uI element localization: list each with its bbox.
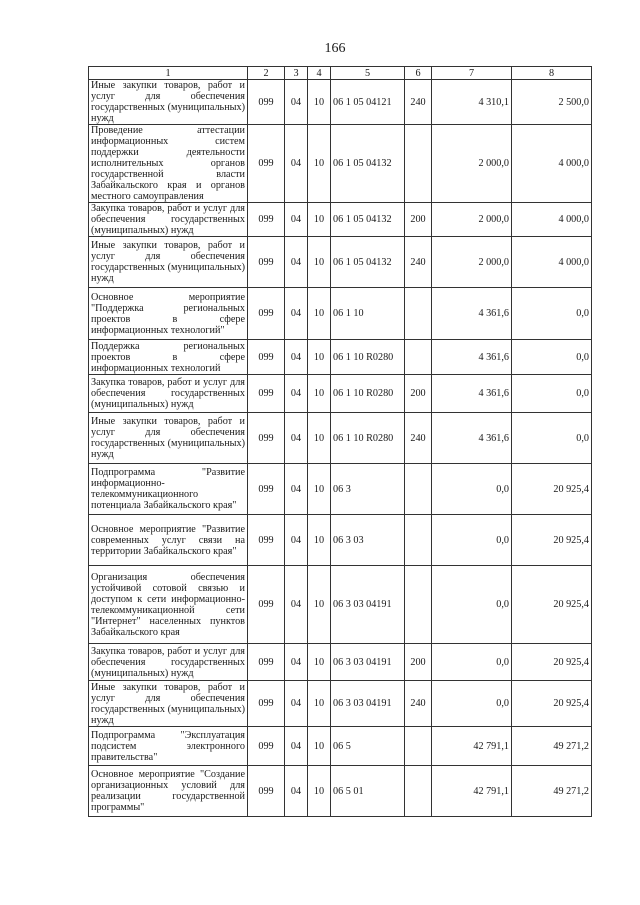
row-sum-1: 4 361,6 bbox=[432, 288, 512, 340]
row-sum-1: 4 361,6 bbox=[432, 413, 512, 464]
row-name: Иные закупки товаров, работ и услуг для обеспечения государственных (муниципальных) нужд bbox=[89, 681, 248, 727]
row-name: Подпрограмма "Развитие информационно-телекоммуникационного потенциала Забайкальского края" bbox=[89, 464, 248, 515]
row-csr: 06 1 05 04132 bbox=[331, 237, 405, 288]
row-vr: 200 bbox=[405, 375, 432, 413]
row-sum-2: 20 925,4 bbox=[512, 681, 592, 727]
row-pr: 10 bbox=[308, 515, 331, 566]
row-name: Закупка товаров, работ и услуг для обеспечения государственных (муниципальных) нужд bbox=[89, 375, 248, 413]
table-row bbox=[89, 727, 592, 766]
row-rz: 04 bbox=[285, 766, 308, 817]
row-pr: 10 bbox=[308, 413, 331, 464]
row-csr: 06 1 05 04132 bbox=[331, 203, 405, 237]
row-pr: 10 bbox=[308, 727, 331, 766]
row-grbs: 099 bbox=[248, 727, 285, 766]
row-rz: 04 bbox=[285, 375, 308, 413]
table-row bbox=[89, 766, 592, 817]
row-grbs: 099 bbox=[248, 237, 285, 288]
row-pr: 10 bbox=[308, 766, 331, 817]
table-row bbox=[89, 203, 592, 237]
row-vr: 240 bbox=[405, 681, 432, 727]
table-row bbox=[89, 340, 592, 375]
row-csr: 06 5 bbox=[331, 727, 405, 766]
row-sum-2: 0,0 bbox=[512, 413, 592, 464]
row-sum-1: 4 310,1 bbox=[432, 80, 512, 125]
table-row bbox=[89, 515, 592, 566]
row-sum-1: 0,0 bbox=[432, 566, 512, 644]
row-csr: 06 1 05 04121 bbox=[331, 80, 405, 125]
row-csr: 06 3 03 bbox=[331, 515, 405, 566]
row-sum-2: 20 925,4 bbox=[512, 644, 592, 681]
row-rz: 04 bbox=[285, 727, 308, 766]
row-vr: 200 bbox=[405, 203, 432, 237]
table-row bbox=[89, 413, 592, 464]
table-row bbox=[89, 80, 592, 125]
row-vr bbox=[405, 464, 432, 515]
header-col-7: 7 bbox=[432, 67, 512, 80]
table-row bbox=[89, 375, 592, 413]
row-vr: 240 bbox=[405, 237, 432, 288]
row-vr bbox=[405, 125, 432, 203]
row-rz: 04 bbox=[285, 237, 308, 288]
row-pr: 10 bbox=[308, 288, 331, 340]
row-csr: 06 1 10 R0280 bbox=[331, 340, 405, 375]
row-name: Иные закупки товаров, работ и услуг для обеспечения государственных (муниципальных) нужд bbox=[89, 80, 248, 125]
row-csr: 06 3 bbox=[331, 464, 405, 515]
row-sum-2: 2 500,0 bbox=[512, 80, 592, 125]
row-name: Организация обеспечения устойчивой сотовой связью и доступом к сети информационно-телекоммуникационной сети "Интернет" населенных пунктов Забайкальского края bbox=[89, 566, 248, 644]
row-vr bbox=[405, 288, 432, 340]
page-number: 166 bbox=[324, 41, 346, 56]
row-vr bbox=[405, 766, 432, 817]
row-pr: 10 bbox=[308, 464, 331, 515]
row-name: Закупка товаров, работ и услуг для обеспечения государственных (муниципальных) нужд bbox=[89, 644, 248, 681]
row-sum-1: 0,0 bbox=[432, 464, 512, 515]
row-sum-1: 0,0 bbox=[432, 515, 512, 566]
row-rz: 04 bbox=[285, 464, 308, 515]
row-csr: 06 3 03 04191 bbox=[331, 681, 405, 727]
row-grbs: 099 bbox=[248, 681, 285, 727]
header-col-8: 8 bbox=[512, 67, 592, 80]
row-rz: 04 bbox=[285, 125, 308, 203]
row-pr: 10 bbox=[308, 237, 331, 288]
row-sum-2: 20 925,4 bbox=[512, 566, 592, 644]
row-pr: 10 bbox=[308, 203, 331, 237]
row-name: Основное мероприятие "Поддержка региональных проектов в сфере информационных технологий" bbox=[89, 288, 248, 340]
row-sum-1: 4 361,6 bbox=[432, 340, 512, 375]
row-rz: 04 bbox=[285, 515, 308, 566]
row-grbs: 099 bbox=[248, 413, 285, 464]
row-vr: 240 bbox=[405, 413, 432, 464]
row-pr: 10 bbox=[308, 80, 331, 125]
row-grbs: 099 bbox=[248, 80, 285, 125]
row-grbs: 099 bbox=[248, 375, 285, 413]
row-grbs: 099 bbox=[248, 566, 285, 644]
row-rz: 04 bbox=[285, 681, 308, 727]
header-col-6: 6 bbox=[405, 67, 432, 80]
row-sum-2: 4 000,0 bbox=[512, 125, 592, 203]
row-vr bbox=[405, 340, 432, 375]
row-csr: 06 1 10 bbox=[331, 288, 405, 340]
row-csr: 06 1 10 R0280 bbox=[331, 375, 405, 413]
header-col-3: 3 bbox=[285, 67, 308, 80]
row-name: Иные закупки товаров, работ и услуг для обеспечения государственных (муниципальных) нужд bbox=[89, 413, 248, 464]
row-name: Иные закупки товаров, работ и услуг для обеспечения государственных (муниципальных) нужд bbox=[89, 237, 248, 288]
table-row bbox=[89, 288, 592, 340]
row-rz: 04 bbox=[285, 340, 308, 375]
row-pr: 10 bbox=[308, 125, 331, 203]
row-sum-2: 20 925,4 bbox=[512, 515, 592, 566]
row-rz: 04 bbox=[285, 644, 308, 681]
header-col-1: 1 bbox=[89, 67, 248, 80]
row-sum-1: 0,0 bbox=[432, 644, 512, 681]
row-sum-2: 0,0 bbox=[512, 375, 592, 413]
row-rz: 04 bbox=[285, 413, 308, 464]
row-sum-2: 4 000,0 bbox=[512, 203, 592, 237]
table-body bbox=[89, 80, 592, 817]
header-col-5: 5 bbox=[331, 67, 405, 80]
row-grbs: 099 bbox=[248, 125, 285, 203]
row-sum-1: 42 791,1 bbox=[432, 727, 512, 766]
row-name: Основное мероприятие "Создание организационных условий для реализации государственной программы" bbox=[89, 766, 248, 817]
row-grbs: 099 bbox=[248, 766, 285, 817]
table-row bbox=[89, 125, 592, 203]
table-row bbox=[89, 237, 592, 288]
row-vr bbox=[405, 515, 432, 566]
row-vr bbox=[405, 727, 432, 766]
budget-table bbox=[88, 66, 592, 817]
row-pr: 10 bbox=[308, 340, 331, 375]
row-name: Поддержка региональных проектов в сфере информационных технологий bbox=[89, 340, 248, 375]
row-vr: 240 bbox=[405, 80, 432, 125]
row-sum-1: 4 361,6 bbox=[432, 375, 512, 413]
header-col-2: 2 bbox=[248, 67, 285, 80]
row-pr: 10 bbox=[308, 375, 331, 413]
row-sum-1: 2 000,0 bbox=[432, 237, 512, 288]
row-rz: 04 bbox=[285, 203, 308, 237]
row-csr: 06 3 03 04191 bbox=[331, 644, 405, 681]
table-header-row bbox=[89, 67, 592, 80]
row-grbs: 099 bbox=[248, 203, 285, 237]
row-sum-1: 2 000,0 bbox=[432, 125, 512, 203]
row-name: Подпрограмма "Эксплуатация подсистем электронного правительства" bbox=[89, 727, 248, 766]
row-vr: 200 bbox=[405, 644, 432, 681]
row-name: Основное мероприятие "Развитие современных услуг связи на территории Забайкальского края" bbox=[89, 515, 248, 566]
header-col-4: 4 bbox=[308, 67, 331, 80]
row-rz: 04 bbox=[285, 566, 308, 644]
table-row bbox=[89, 464, 592, 515]
table-row bbox=[89, 566, 592, 644]
row-sum-1: 42 791,1 bbox=[432, 766, 512, 817]
row-sum-2: 0,0 bbox=[512, 288, 592, 340]
table-row bbox=[89, 681, 592, 727]
row-csr: 06 3 03 04191 bbox=[331, 566, 405, 644]
row-sum-2: 49 271,2 bbox=[512, 766, 592, 817]
row-name: Проведение аттестации информационных систем поддержки деятельности исполнительных органов государственной власти Забайкальского края и органов местного самоуправления bbox=[89, 125, 248, 203]
row-csr: 06 1 10 R0280 bbox=[331, 413, 405, 464]
row-pr: 10 bbox=[308, 681, 331, 727]
row-grbs: 099 bbox=[248, 288, 285, 340]
row-grbs: 099 bbox=[248, 340, 285, 375]
row-grbs: 099 bbox=[248, 515, 285, 566]
row-csr: 06 5 01 bbox=[331, 766, 405, 817]
table-row bbox=[89, 644, 592, 681]
row-grbs: 099 bbox=[248, 644, 285, 681]
row-sum-2: 0,0 bbox=[512, 340, 592, 375]
row-rz: 04 bbox=[285, 288, 308, 340]
row-sum-1: 2 000,0 bbox=[432, 203, 512, 237]
row-vr bbox=[405, 566, 432, 644]
row-name: Закупка товаров, работ и услуг для обеспечения государственных (муниципальных) нужд bbox=[89, 203, 248, 237]
row-sum-2: 4 000,0 bbox=[512, 237, 592, 288]
row-rz: 04 bbox=[285, 80, 308, 125]
row-sum-2: 20 925,4 bbox=[512, 464, 592, 515]
row-pr: 10 bbox=[308, 644, 331, 681]
row-grbs: 099 bbox=[248, 464, 285, 515]
row-csr: 06 1 05 04132 bbox=[331, 125, 405, 203]
row-sum-2: 49 271,2 bbox=[512, 727, 592, 766]
row-pr: 10 bbox=[308, 566, 331, 644]
row-sum-1: 0,0 bbox=[432, 681, 512, 727]
